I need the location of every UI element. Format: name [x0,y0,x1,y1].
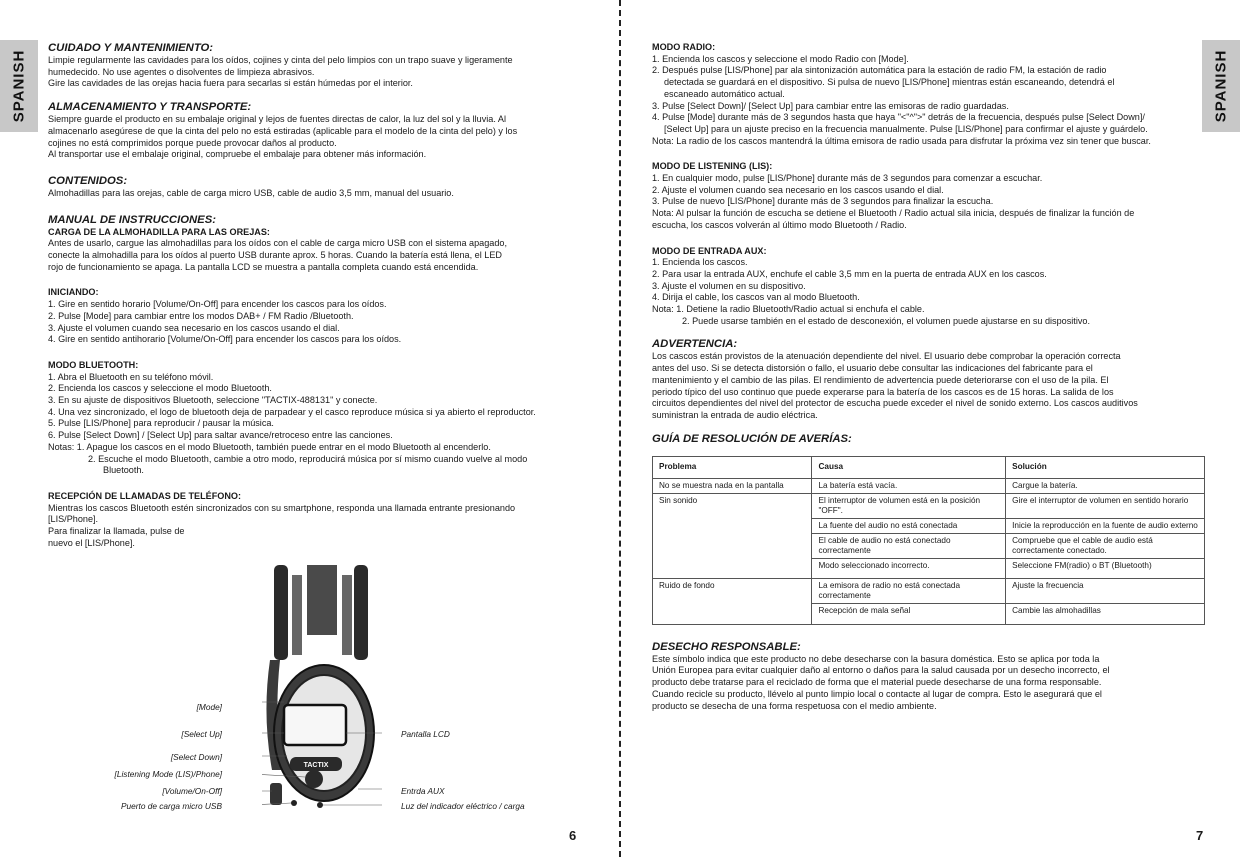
language-tab-right: SPANISH [1202,40,1240,132]
bluetooth-line: 1. Abra el Bluetooth en su teléfono móvil. [48,371,214,382]
disposal-line: Unión Europea para evitar cualquier daño al entorno o daños para la salud causada por un desecho incorrecto, el [652,665,1110,676]
cell-solution: Cambie las almohadillas [1006,603,1205,624]
table-header-row [653,456,1205,478]
starting-title: INICIANDO: [48,287,99,298]
cell-solution: Ajuste la frecuencia [1006,578,1205,603]
radio-line: 2. Después pulse [LIS/Phone] par ala sintonización automática para la estación de radio FM, la estación de radio [652,65,1107,76]
header-solution: Solución [1006,456,1205,478]
page-number-left: 6 [569,828,577,843]
bluetooth-line: 3. En su ajuste de dispositivos Bluetooth, seleccione "TACTIX-488131" y conecte. [48,395,378,406]
charging-line: rojo de funcionamiento se apaga. La pantalla LCD se muestra a pantalla completa cuando está encendida. [48,261,479,272]
phone-line: Para finalizar la llamada, pulse de [48,526,185,537]
contents-text: Almohadillas para las orejas, cable de carga micro USB, cable de audio 3,5 mm, manual del usuario. [48,187,454,198]
headband-center [307,565,337,635]
lis-button [305,770,323,788]
cell-solution: Compruebe que el cable de audio está correctamente conectado. [1006,533,1205,558]
right-page [622,0,1240,857]
page-number-right: 7 [1196,828,1204,843]
bluetooth-line: Notas: 1. Apague los cascos en el modo Bluetooth, también puede entrar en el modo Bluetooth al encenderlo. [48,441,491,452]
radio-line: 3. Pulse [Select Down]/ [Select Up] para cambiar entre las emisoras de radio guardadas. [652,100,1009,111]
callout-led: Luz del indicador eléctrico / carga [401,801,525,811]
disposal-line: producto se desecha de una forma respetuosa con el medio ambiente. [652,700,937,711]
header-problem: Problema [653,456,812,478]
aux-note: 2. Puede usarse también en el estado de desconexión, el volumen puede ajustarse en su dispositivo. [682,315,1090,326]
storage-line: Siempre guarde el producto en su embalaje original y lejos de fuentes directas de calor, la luz del sol y la lluvia. Al [48,114,506,125]
radio-line: 1. Encienda los cascos y seleccione el modo Radio con [Mode]. [652,53,909,64]
phone-line: Mientras los cascos Bluetooth estén sincronizados con su smartphone, responda una llamada entrante presionando [48,502,516,513]
radio-line: [Select Up] para un ajuste preciso en la frecuencia manualmente. Pulse [LIS/Phone] para confirmar el ajuste y guárdelo. [664,123,1148,134]
cell-problem: Sin sonido [653,493,812,578]
warning-line: periodo típico del uso continuo que puede experarse para la batería de los cascos es de 15 horas. La salida de los [652,386,1114,397]
cell-cause: El cable de audio no está conectado correctamente [812,533,1006,558]
storage-line: almacenarlo asegúrese de que la cinta del pelo no está estiradas (aplicable para el modelo de la cinta del pelo) y los [48,125,518,136]
cell-cause: El interruptor de volumen está en la posición "OFF". [812,493,1006,518]
storage-line: cojines no está comprimidos porque puede provocar daños al producto. [48,137,337,148]
table-row [653,578,1205,603]
warning-line: circuitos dependientes del nivel del protector de escucha puede exceder el nivel de sonido externo. Los cascos auditivos [652,398,1138,409]
cell-cause: La emisora de radio no está conectada correctamente [812,578,1006,603]
radio-line: Nota: La radio de los cascos mantendrá la última emisora de radio usada para disfrutar la próxima vez sin tener que buscar. [652,135,1151,146]
cell-problem: No se muestra nada en la pantalla [653,478,812,493]
cell-cause: Modo seleccionado incorrecto. [812,558,1006,578]
bluetooth-note: 2. Escuche el modo Bluetooth, cambie a otro modo, reproducirá música por sí mismo cuando vuelve al modo [88,453,528,464]
warning-line: suministran la entrada de audio eléctrica. [652,409,818,420]
table-row [653,493,1205,518]
callout-lcd: Pantalla LCD [401,729,450,739]
language-tab-left: SPANISH [0,40,38,132]
headband-left [274,565,288,660]
led-indicator [317,802,323,808]
cell-problem: Ruido de fondo [653,578,812,624]
callout-select-up: [Select Up] [181,729,222,739]
cell-cause: La batería está vacía. [812,478,1006,493]
contents-title: CONTENIDOS: [48,174,128,187]
care-line: humedecido. No use agentes o disolventes de limpieza abrasivos. [48,66,315,77]
starting-line: 1. Gire en sentido horario [Volume/On-Off] para encender los cascos para los oídos. [48,299,387,310]
disposal-line: Cuando recicle su producto, llévelo al punto limpio local o contacte al lugar de compra. Esto le asegurará que el [652,688,1102,699]
callout-volume: [Volume/On-Off] [162,786,222,796]
warning-line: mantenimiento y el cambio de las pilas. El rendimiento de advertencia puede deteriorarse con el uso de la pila. El [652,374,1109,385]
phone-line: nuevo el [LIS/Phone]. [48,537,135,548]
bluetooth-line: 4. Una vez sincronizado, el logo de bluetooth deja de parpadear y el casco reproduce música si ya abierto el reproductor. [48,406,536,417]
storage-title: ALMACENAMIENTO Y TRANSPORTE: [48,101,252,114]
care-line: Limpie regularmente las cavidades para los oídos, cojines y cinta del pelo limpios con un trapo suave y ligeramente [48,55,513,65]
headset-illustration [262,565,382,810]
listening-line: Nota: Al pulsar la función de escucha se detiene el Bluetooth / Radio actual sila inicia, después de finalizar la función de [652,208,1135,219]
radio-line: 4. Pulse [Mode] durante más de 3 segundos hasta que haya "<"^">" detrás de la frecuencia, después pulse [Select Down]/ [652,112,1145,123]
starting-line: 4. Gire en sentido antihorario [Volume/On-Off] para encender los cascos para los oídos. [48,334,402,345]
disposal-title: DESECHO RESPONSABLE: [652,640,801,653]
listening-line: escucha, los cascos volverán al último modo Bluetooth / Radio. [652,219,907,230]
aux-line: 1. Encienda los cascos. [652,257,748,268]
brand-logo: TACTIX [303,762,329,769]
left-page [0,0,618,857]
headband-strap [292,575,302,655]
listening-line: 2. Ajuste el volumen cuando sea necesario en los cascos usando el dial. [652,184,944,195]
aux-line: 3. Ajuste el volumen en su dispositivo. [652,280,806,291]
warning-title: ADVERTENCIA: [652,338,738,351]
listening-line: 3. Pulse de nuevo [LIS/Phone] durante más de 3 segundos para finalizar la escucha. [652,196,994,207]
callout-select-down: [Select Down] [170,752,222,762]
cell-cause: La fuente del audio no está conectada [812,518,1006,533]
headband-strap [342,575,352,655]
troubleshooting-title: GUÍA DE RESOLUCIÓN DE AVERÍAS: [652,432,852,445]
storage-line: Al transportar use el embalaje original, compruebe el embalaje para obtener más información. [48,149,427,160]
listening-title: MODO DE LISTENING (LIS): [652,161,773,172]
aux-line: Nota: 1. Detiene la radio Bluetooth/Radio actual si enchufa el cable. [652,304,925,315]
headband-right [354,565,368,660]
aux-title: MODO DE ENTRADA AUX: [652,245,767,256]
manual-title: MANUAL DE INSTRUCCIONES: [48,213,216,226]
table-row [653,478,1205,493]
disposal-line: Este símbolo indica que este producto no debe desecharse con la basura doméstica. Esto se aplica por toda la [652,653,1100,664]
callout-lis-phone: [Listening Mode (LIS)/Phone] [114,769,222,779]
lcd-screen [284,705,346,745]
charging-title: CARGA DE LA ALMOHADILLA PARA LAS OREJAS: [48,226,270,237]
starting-line: 3. Ajuste el volumen cuando sea necesario en los cascos usando el dial. [48,322,340,333]
bluetooth-line: 2. Encienda los cascos y seleccione el modo Bluetooth. [48,383,272,394]
left-content [48,42,608,550]
cell-solution: Seleccione FM(radio) o BT (Bluetooth) [1006,558,1205,578]
radio-line: escaneado automático actual. [664,88,785,99]
volume-knob [270,783,282,805]
listening-line: 1. En cualquier modo, pulse [LIS/Phone] durante más de 3 segundos para comenzar a escuchar. [652,173,1043,184]
callout-usb: Puerto de carga micro USB [121,801,222,811]
care-title: CUIDADO Y MANTENIMIENTO: [48,42,214,54]
cell-solution: Inicie la reproducción en la fuente de audio externo [1006,518,1205,533]
bluetooth-line: 5. Pulse [LIS/Phone] para reproducir / pausar la música. [48,418,274,429]
warning-line: antes del uso. Si se detecta distorsión o fallo, el usuario debe consultar las indicaciones del fabricante para el [652,363,1093,374]
radio-title: MODO RADIO: [652,42,716,52]
charging-line: conecte la almohadilla para los oídos al puerto USB durante aprox. 5 horas. Cuando la batería está llena, el LED [48,250,502,261]
troubleshooting-table [652,456,1205,625]
warning-line: Los cascos están provistos de la atenuación dependiente del nivel. El usuario debe comprobar la operación correcta [652,351,1121,362]
bluetooth-title: MODO BLUETOOTH: [48,359,139,370]
right-content [652,42,1212,712]
cell-solution: Gire el interruptor de volumen en sentido horario [1006,493,1205,518]
callout-aux: Entrda AUX [401,786,445,796]
disposal-line: producto debe tratarse para el reciclado de forma que el material puede desecharse de una forma responsable. [652,677,1102,688]
callout-mode: [Mode] [196,702,222,712]
page-fold-divider [619,0,621,857]
phone-line: [LIS/Phone]. [48,514,99,525]
cell-solution: Cargue la batería. [1006,478,1205,493]
starting-line: 2. Pulse [Mode] para cambiar entre los modos DAB+ / FM Radio /Bluetooth. [48,310,354,321]
cell-cause: Recepción de mala señal [812,603,1006,624]
charging-line: Antes de usarlo, cargue las almohadillas para los oídos con el cable de carga micro USB con el sistema apagado, [48,238,507,249]
bluetooth-note: Bluetooth. [103,465,144,476]
usb-port [291,800,297,806]
care-line: Gire las cavidades de las orejas hacia fuera para secarlas si están húmedas por el interior. [48,78,413,89]
aux-line: 2. Para usar la entrada AUX, enchufe el cable 3,5 mm en la puerta de entrada AUX en los cascos. [652,268,1047,279]
phone-title: RECEPCIÓN DE LLAMADAS DE TELÉFONO: [48,490,241,501]
bluetooth-line: 6. Pulse [Select Down] / [Select Up] para saltar avance/retroceso entre las canciones. [48,430,393,441]
aux-line: 4. Dirija el cable, los cascos van al modo Bluetooth. [652,292,860,303]
radio-line: detectada se guardará en el dispositivo. Si pulsa de nuevo [LIS/Phone] mientras están escaneando, detendrá el [664,77,1115,88]
header-cause: Causa [812,456,1006,478]
